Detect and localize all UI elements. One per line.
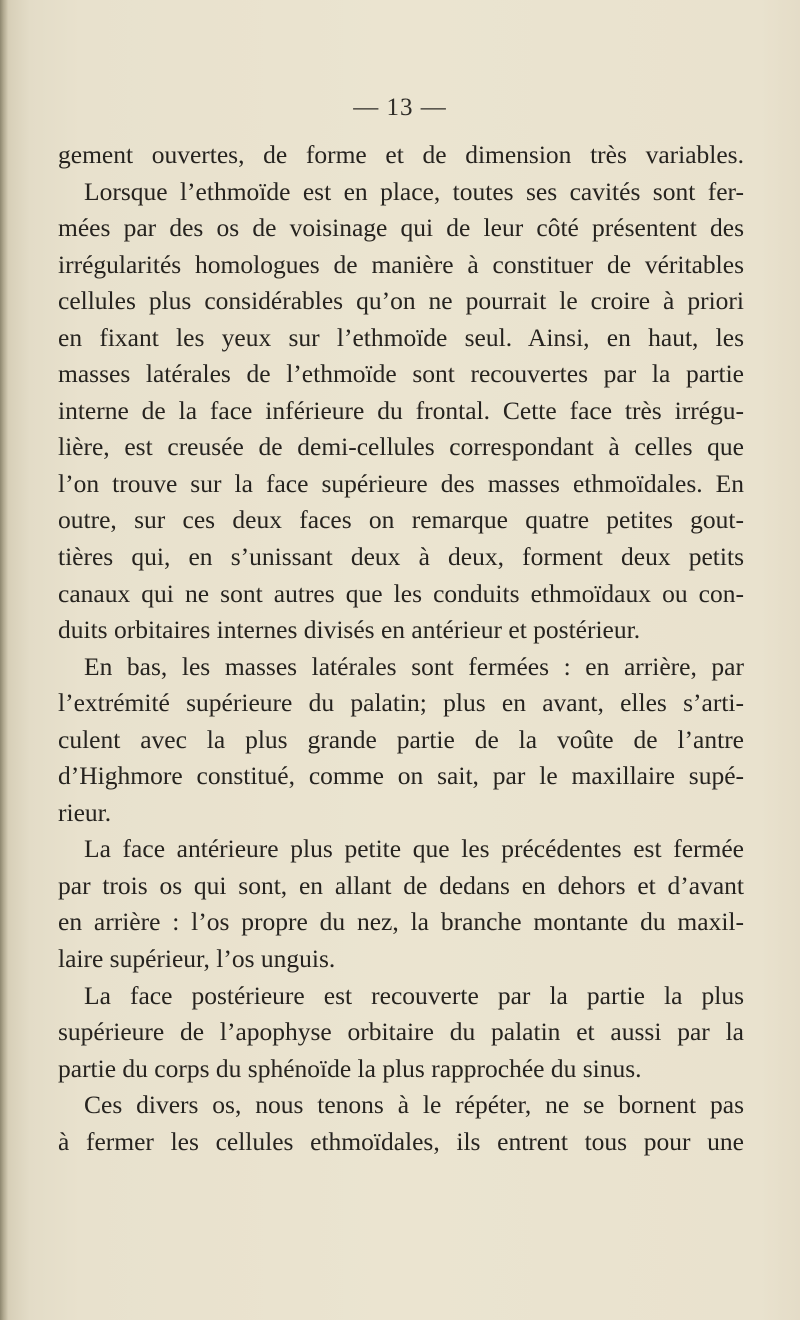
text-line: Ces divers os, nous tenons à le répéter, ne se bornent pas: [84, 1090, 744, 1120]
text-line: en arrière : l’os propre du nez, la branche montante du maxil-: [58, 907, 744, 937]
page-number: — 13 —: [353, 94, 447, 121]
text-line: mées par des os de voisinage qui de leur côté présentent des: [58, 213, 744, 243]
text-line: par trois os qui sont, en allant de dedans en dehors et d’avant: [58, 870, 744, 900]
text-line: La face postérieure est recouverte par la partie la plus: [84, 980, 744, 1010]
text-line: irrégularités homologues de manière à constituer de véritables: [58, 249, 744, 279]
text-line: interne de la face inférieure du frontal. Cette face très irrégu-: [58, 395, 744, 425]
page-binding-shadow: [0, 0, 8, 1320]
text-line: En bas, les masses latérales sont fermées : en arrière, par: [84, 651, 744, 681]
text-line: partie du corps du sphénoïde la plus rapprochée du sinus.: [58, 1053, 642, 1083]
text-line: l’extrémité supérieure du palatin; plus en avant, elles s’arti-: [58, 688, 744, 718]
text-line: masses latérales de l’ethmoïde sont recouvertes par la partie: [58, 359, 744, 389]
text-line: lière, est creusée de demi-cellules correspondant à celles que: [58, 432, 744, 462]
text-line: gement ouvertes, de forme et de dimension très variables.: [58, 140, 744, 169]
text-line: outre, sur ces deux faces on remarque quatre petites gout-: [58, 505, 744, 535]
text-line: culent avec la plus grande partie de la voûte de l’antre: [58, 724, 744, 754]
text-line: canaux qui ne sont autres que les conduits ethmoïdaux ou con-: [58, 578, 744, 608]
text-line: duits orbitaires internes divisés en antérieur et postérieur.: [58, 615, 641, 645]
text-line: l’on trouve sur la face supérieure des masses ethmoïdales. En: [58, 468, 744, 498]
text-line: d’Highmore constitué, comme on sait, par le maxillaire supé-: [58, 761, 744, 791]
text-line: cellules plus considérables qu’on ne pourrait le croire à priori: [58, 286, 744, 316]
text-line: à fermer les cellules ethmoïdales, ils entrent tous pour une: [58, 1126, 744, 1156]
body-text: [58, 137, 744, 1160]
text-line: supérieure de l’apophyse orbitaire du palatin et aussi par la: [58, 1017, 744, 1047]
text-line: rieur.: [58, 797, 112, 827]
text-line: tières qui, en s’unissant deux à deux, forment deux petits: [58, 542, 744, 572]
text-line: Lorsque l’ethmoïde est en place, toutes ses cavités sont fer-: [84, 176, 744, 206]
text-line: en fixant les yeux sur l’ethmoïde seul. Ainsi, en haut, les: [58, 322, 744, 352]
text-line: laire supérieur, l’os unguis.: [58, 944, 336, 974]
text-line: La face antérieure plus petite que les précédentes est fermée: [84, 834, 744, 864]
